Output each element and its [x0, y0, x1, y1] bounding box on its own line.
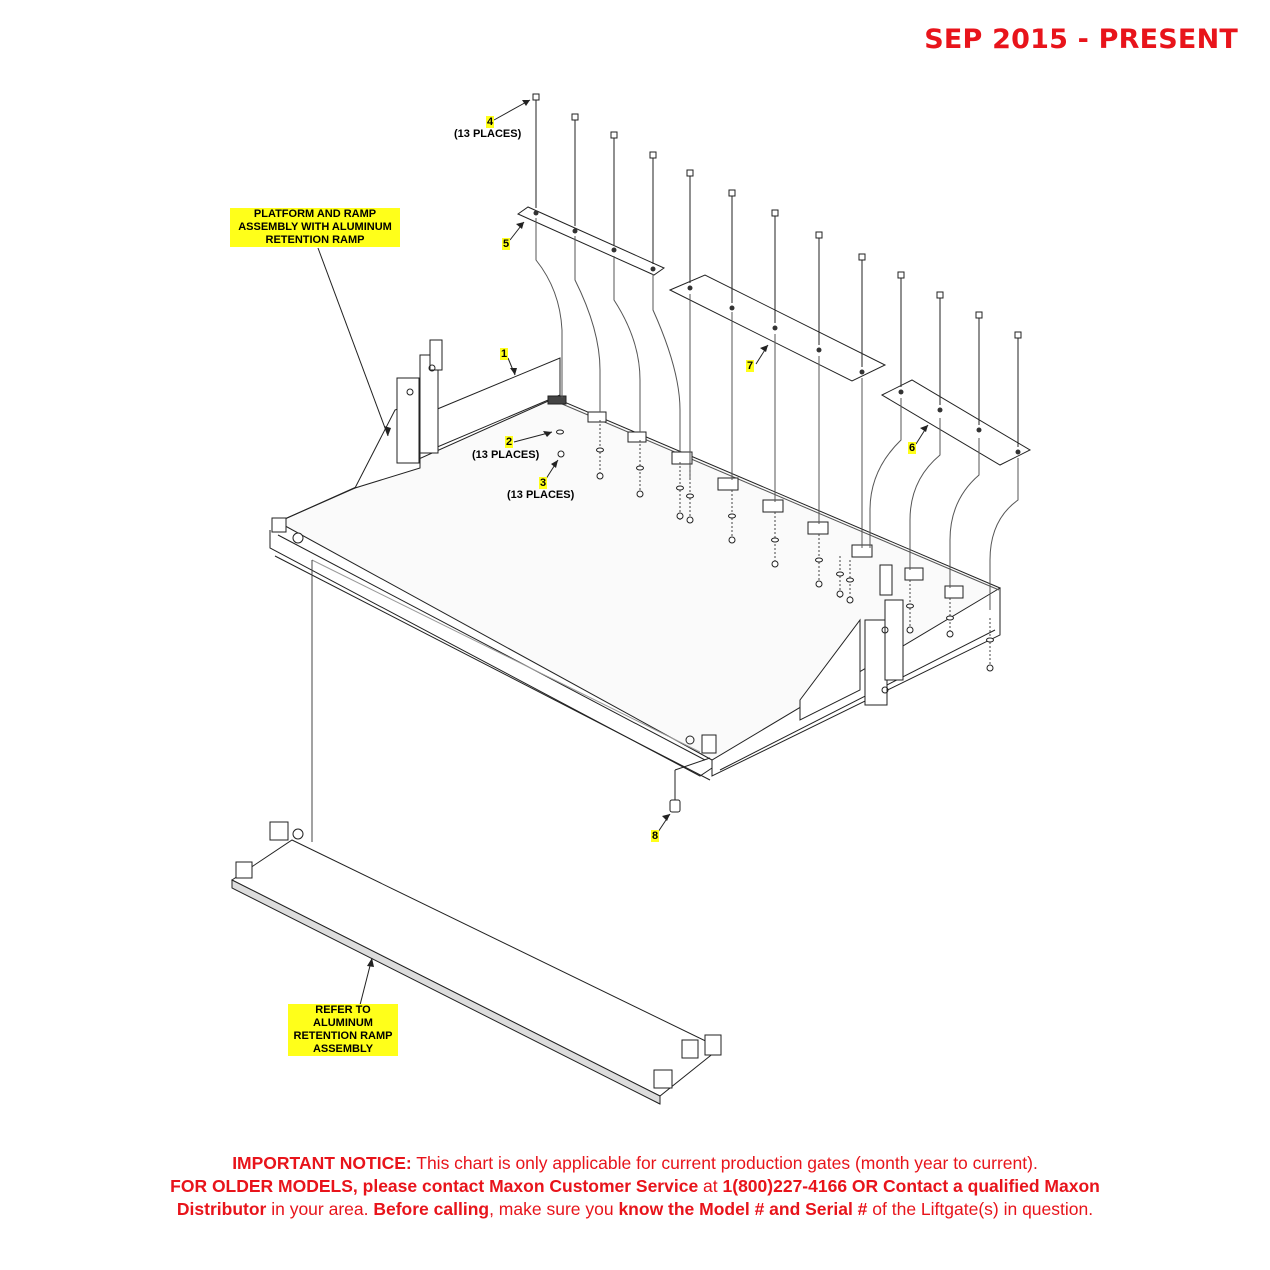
left-post: [397, 378, 419, 463]
notice-make-sure: , make sure you: [489, 1199, 619, 1219]
part-number-2: 2: [506, 436, 513, 448]
notice-distributor: Distributor: [176, 1199, 267, 1219]
part-number-6: 6: [909, 442, 916, 454]
important-notice: [60, 1152, 1210, 1221]
part-4-qty: (13 PLACES): [454, 128, 522, 140]
part-2-qty: (13 PLACES): [472, 449, 540, 461]
part-number-8: 8: [652, 830, 659, 842]
notice-heading: IMPORTANT NOTICE:: [232, 1153, 412, 1173]
part-3-qty: (13 PLACES): [507, 489, 575, 501]
part-number-4: 4: [487, 116, 494, 128]
notice-at: at: [698, 1176, 723, 1196]
notice-phone: 1(800)227-4166 OR Contact a qualified Maxon: [722, 1176, 1100, 1196]
part-number-1: 1: [501, 348, 508, 360]
cover-plate-6: [882, 380, 1030, 465]
notice-in-area: in your area.: [266, 1199, 374, 1219]
hinge-pin: [670, 800, 680, 812]
notice-line-1: This chart is only applicable for current production gates (month year to current).: [411, 1153, 1038, 1173]
part-number-7: 7: [747, 360, 754, 372]
platform-assembly-callout: PLATFORM AND RAMP ASSEMBLY WITH ALUMINUM RETENTION RAMP: [230, 208, 400, 247]
retention-ramp: [232, 840, 720, 1096]
notice-liftgate: of the Liftgate(s) in question.: [867, 1199, 1094, 1219]
part-number-3: 3: [540, 477, 547, 489]
notice-older-models: FOR OLDER MODELS, please contact Maxon Customer Service: [170, 1176, 699, 1196]
notice-before-calling: Before calling: [373, 1199, 490, 1219]
right-post-rear: [885, 600, 903, 680]
part-number-5: 5: [503, 238, 510, 250]
date-range-banner: SEP 2015 - PRESENT: [924, 24, 1238, 55]
notice-model-serial: know the Model # and Serial #: [618, 1199, 868, 1219]
ramp-reference-callout: REFER TO ALUMINUM RETENTION RAMP ASSEMBLY: [288, 1004, 398, 1056]
